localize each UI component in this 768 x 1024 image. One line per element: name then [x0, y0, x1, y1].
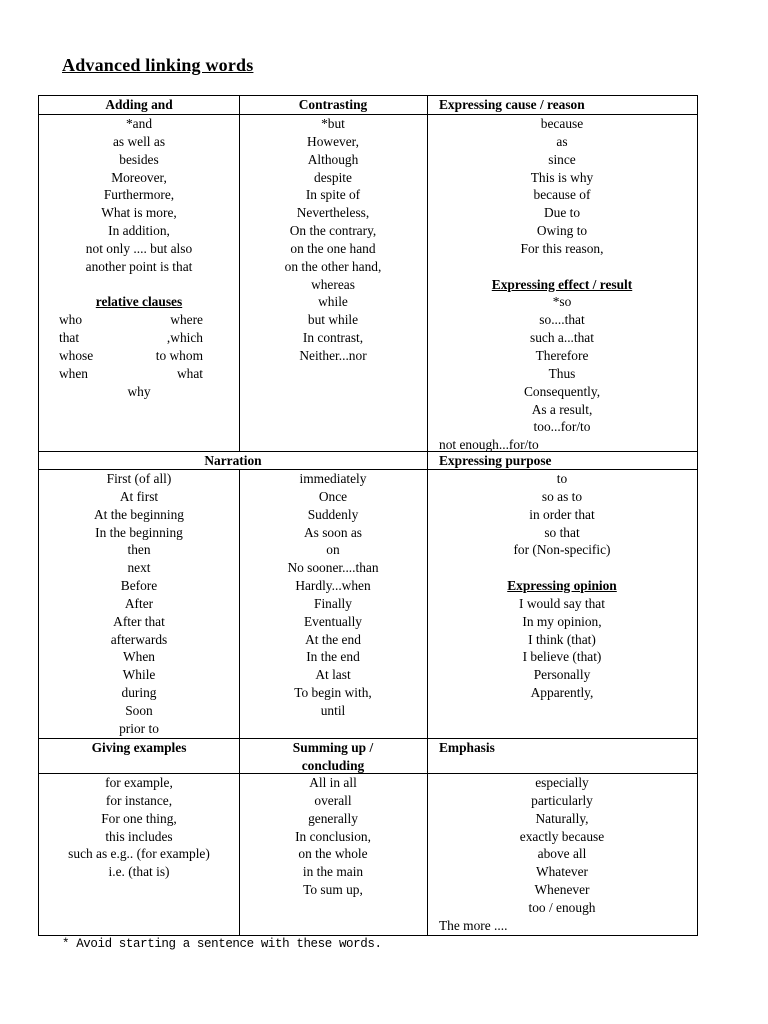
relative-clause-row [39, 311, 239, 329]
list-item: as [556, 133, 568, 149]
list-item: Whatever [535, 864, 589, 880]
list-item: too...for/to [533, 419, 591, 435]
list-item: Before [120, 578, 158, 594]
list-item: Due to [543, 205, 581, 221]
list-item: Consequently, [523, 383, 601, 399]
list-item: overall [314, 792, 352, 808]
list-item: whose [59, 347, 94, 363]
cause-effect-list [427, 115, 697, 454]
list-item: At last [315, 667, 351, 683]
list-item: Hardly...when [295, 578, 371, 594]
list-item: On the contrary, [289, 223, 377, 239]
list-item: At the end [305, 631, 361, 647]
list-item: The more .... [439, 917, 508, 933]
list-item: Once [318, 488, 348, 504]
narration-list-b [239, 470, 427, 720]
list-item: Soon [125, 702, 153, 718]
list-item: As a result, [531, 401, 593, 417]
page-title: Advanced linking words [62, 55, 254, 75]
list-item: that [59, 330, 80, 346]
list-item: However, [307, 133, 359, 149]
list-item: At first [119, 488, 159, 504]
list-item: as well as [112, 133, 166, 149]
list-item: to whom [155, 347, 203, 363]
list-item: for (Non-specific) [513, 542, 611, 558]
list-item: why [127, 383, 151, 399]
list-item: Therefore [535, 347, 589, 363]
spacer [39, 276, 239, 294]
header-summing-line1: Summing up / [292, 740, 374, 755]
list-item: As soon as [303, 524, 363, 540]
list-item: since [548, 151, 576, 167]
list-item: generally [308, 810, 358, 826]
list-item: on [326, 542, 340, 558]
list-item: during [121, 685, 157, 701]
list-item: I think (that) [528, 631, 596, 647]
spacer [427, 258, 697, 276]
header-adding: Adding and [105, 97, 173, 112]
relative-clauses-heading: relative clauses [95, 294, 183, 310]
list-item: in the main [302, 864, 364, 880]
list-item: who [59, 312, 83, 328]
list-item: afterwards [110, 631, 168, 647]
list-item: besides [119, 151, 159, 167]
list-item: because [540, 116, 584, 131]
list-item: What is more, [101, 205, 177, 221]
list-item: I believe (that) [522, 649, 602, 665]
list-item: then [127, 542, 151, 558]
list-item: because of [533, 187, 591, 203]
list-item: on the other hand, [284, 258, 382, 274]
list-item: on the whole [298, 846, 368, 862]
list-item: *but [321, 116, 345, 131]
list-item: Thus [548, 365, 576, 381]
list-item: I would say that [519, 595, 605, 611]
list-item: *so [552, 294, 572, 310]
list-item: In conclusion, [295, 828, 371, 844]
list-item: This is why [530, 169, 594, 185]
list-item: such as e.g.. (for example) [68, 846, 210, 862]
list-item: Suddenly [307, 506, 359, 522]
relative-clause-row [39, 365, 239, 383]
examples-list [39, 774, 239, 881]
list-item: Naturally, [535, 810, 589, 826]
list-item: in order that [529, 506, 595, 522]
narration-list-a [39, 470, 239, 738]
header-summing-line2: concluding [301, 757, 365, 773]
list-item: Finally [314, 595, 352, 611]
list-item: Although [307, 151, 359, 167]
list-item: Apparently, [530, 685, 594, 701]
list-item: When [123, 649, 155, 665]
list-item: In spite of [305, 187, 361, 203]
list-item: exactly because [519, 828, 605, 844]
relative-clause-row [39, 329, 239, 347]
spacer [427, 559, 697, 577]
header-examples: Giving examples [91, 740, 187, 755]
header-emphasis: Emphasis [439, 740, 495, 755]
contrasting-list [239, 115, 427, 365]
list-item: whereas [311, 276, 355, 292]
list-item: not enough...for/to [439, 437, 539, 453]
list-item: next [127, 560, 151, 576]
list-item: when [59, 365, 89, 381]
list-item: for example, [105, 775, 173, 790]
list-item: In contrast, [302, 330, 364, 346]
list-item: while [318, 294, 348, 310]
list-item: above all [537, 846, 587, 862]
list-item: First (of all) [106, 471, 172, 486]
header-purpose: Expressing purpose [439, 453, 552, 468]
list-item: but while [307, 312, 359, 328]
purpose-opinion-list [427, 470, 697, 702]
list-item: After that [113, 613, 165, 629]
list-item: For one thing, [101, 810, 177, 826]
opinion-heading: Expressing opinion [507, 578, 617, 594]
relative-clause-row [39, 347, 239, 365]
list-item: Furthermore, [103, 187, 175, 203]
list-item: particularly [531, 792, 593, 808]
list-item: No sooner....than [287, 560, 379, 576]
list-item: where [170, 312, 203, 328]
list-item: not only .... but also [85, 240, 193, 256]
footnote: * Avoid starting a sentence with these words. [62, 937, 382, 951]
list-item: especially [535, 775, 589, 790]
adding-list [39, 115, 239, 401]
header-cause: Expressing cause / reason [439, 97, 585, 112]
list-item: Whenever [534, 882, 590, 898]
header-contrasting: Contrasting [298, 97, 368, 112]
effect-heading: Expressing effect / result [491, 276, 633, 292]
summing-list [239, 774, 427, 899]
linking-words-table [38, 95, 698, 936]
list-item: until [320, 702, 346, 718]
list-item: so....that [539, 312, 585, 328]
list-item: prior to [119, 720, 159, 736]
list-item: Eventually [303, 613, 362, 629]
list-item: to [556, 471, 568, 486]
list-item: *and [125, 116, 153, 131]
list-item: another point is that [85, 258, 193, 274]
list-item: too / enough [528, 899, 596, 915]
list-item: such a...that [530, 330, 594, 346]
list-item: While [122, 667, 156, 683]
list-item: for instance, [105, 792, 173, 808]
list-item: so as to [541, 488, 583, 504]
header-narration: Narration [204, 453, 262, 468]
list-item: i.e. (that is) [108, 864, 170, 880]
list-item: After [124, 595, 154, 611]
list-item: In my opinion, [522, 613, 602, 629]
list-item: At the beginning [93, 506, 184, 522]
list-item: In the beginning [95, 524, 183, 540]
list-item: Moreover, [111, 169, 167, 185]
list-item: what [176, 365, 203, 381]
list-item: In addition, [108, 223, 170, 239]
list-item: on the one hand [290, 240, 376, 256]
list-item: despite [314, 169, 352, 185]
list-item: ,which [166, 330, 203, 346]
list-item: In the end [306, 649, 360, 665]
emphasis-list [427, 774, 697, 935]
list-item: To sum up, [303, 882, 363, 898]
list-item: immediately [299, 471, 367, 486]
header-summing [239, 739, 427, 775]
list-item: To begin with, [294, 685, 372, 701]
list-item: For this reason, [520, 240, 604, 256]
list-item: Nevertheless, [296, 205, 370, 221]
list-item: this includes [105, 828, 173, 844]
list-item: so that [544, 524, 580, 540]
list-item: Personally [533, 667, 591, 683]
list-item: Owing to [536, 223, 588, 239]
list-item: Neither...nor [299, 347, 367, 363]
list-item: All in all [309, 775, 357, 790]
